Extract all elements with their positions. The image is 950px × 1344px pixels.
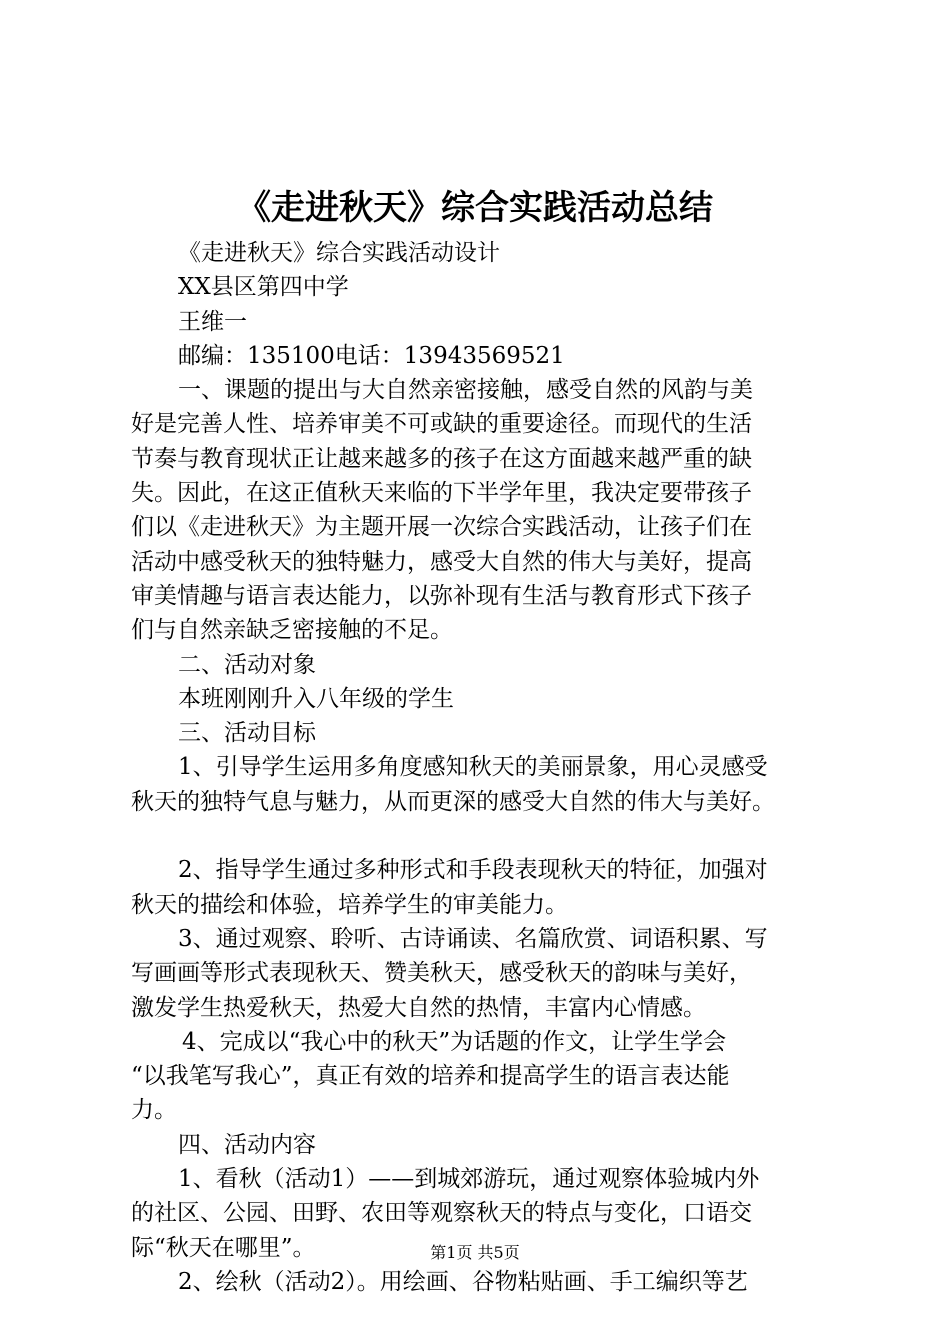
paragraph-line: 活动中感受秋天的独特魅力，感受大自然的伟大与美好，提高 [131, 548, 752, 575]
paragraph-line: 3、通过观察、聆听、古诗诵读、名篇欣赏、词语积累、写 [178, 925, 768, 952]
paragraph-line: 好是完善人性、培养审美不可或缺的重要途径。而现代的生活 [131, 411, 752, 438]
paragraph-line: 王维一 [178, 308, 247, 335]
paragraph-line: XX县区第四中学 [178, 274, 349, 301]
paragraph-line: 激发学生热爱秋天，热爱大自然的热情，丰富内心情感。 [131, 994, 706, 1021]
paragraph-line: 1、引导学生运用多角度感知秋天的美丽景象，用心灵感受 [178, 754, 768, 781]
paragraph-line: “以我笔写我心”，真正有效的培养和提高学生的语言表达能 [131, 1063, 730, 1090]
paragraph-line: 2、绘秋（活动2）。用绘画、谷物粘贴画、手工编织等艺 [178, 1268, 748, 1295]
section-heading: 二、活动对象 [178, 651, 316, 678]
document-body [131, 236, 851, 1299]
blank-line [131, 819, 851, 853]
section-heading: 三、活动目标 [178, 720, 316, 747]
paragraph-line: 秋天的描绘和体验，培养学生的审美能力。 [131, 891, 568, 918]
paragraph-line: 写画画等形式表现秋天、赞美秋天，感受秋天的韵味与美好， [131, 960, 752, 987]
paragraph-line: 1、看秋（活动1）——到城郊游玩，通过观察体验城内外 [178, 1166, 760, 1193]
paragraph-line: 们与自然亲缺乏密接触的不足。 [131, 617, 453, 644]
paragraph-line: 一、课题的提出与大自然亲密接触，感受自然的风韵与美 [178, 377, 753, 404]
paragraph-line: 们以《走进秋天》为主题开展一次综合实践活动，让孩子们在 [131, 514, 752, 541]
paragraph-line: 《走进秋天》综合实践活动设计 [178, 240, 500, 266]
paragraph-line: 的社区、公园、田野、农田等观察秋天的特点与变化，口语交 [131, 1200, 752, 1227]
paragraph-line: 际“秋天在哪里”。 [131, 1234, 316, 1261]
section-heading: 四、活动内容 [178, 1131, 316, 1158]
paragraph-line: 本班刚刚升入八年级的学生 [178, 685, 454, 712]
paragraph-line: 4、完成以“我心中的秋天”为话题的作文，让学生学会 [182, 1028, 727, 1055]
paragraph-line: 审美情趣与语言表达能力，以弥补现有生活与教育形式下孩子 [131, 582, 752, 609]
paragraph-line: 力。 [131, 1097, 177, 1124]
paragraph-line: 2、指导学生通过多种形式和手段表现秋天的特征，加强对 [178, 857, 768, 884]
page-title: 《走进秋天》综合实践活动总结 [237, 188, 713, 228]
paragraph-line: 秋天的独特气息与魅力，从而更深的感受大自然的伟大与美好。 [131, 788, 775, 815]
paragraph-line: 邮编：135100电话：13943569521 [178, 342, 565, 369]
paragraph-line: 节奏与教育现状正让越来越多的孩子在这方面越来越严重的缺 [131, 445, 752, 472]
paragraph-line: 失。因此，在这正值秋天来临的下半学年里，我决定要带孩子 [131, 480, 752, 507]
page-footer: 第1页 共5页 [430, 1243, 520, 1262]
